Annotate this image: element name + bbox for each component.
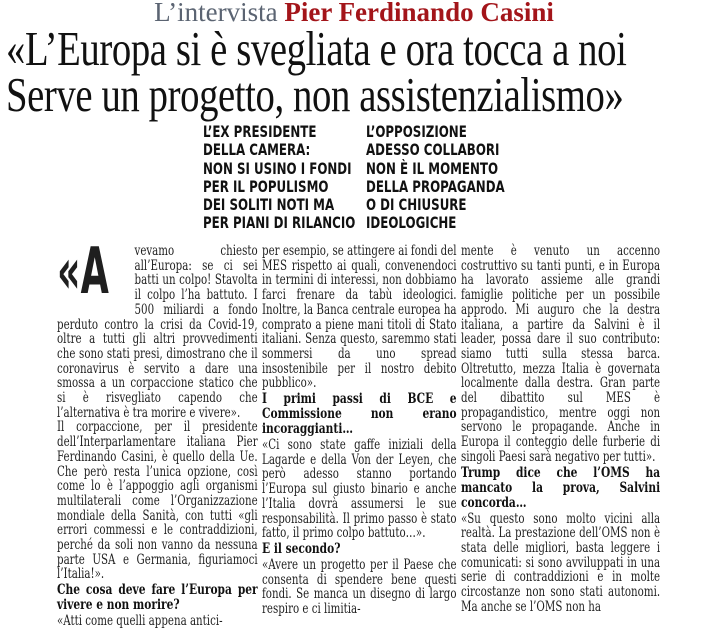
article-column-3 <box>461 244 708 614</box>
headline <box>6 21 627 122</box>
paragraph: «Avere un progetto per il Paese che consenta di spendere bene questi fondi. Se manca un disegno di largo respiro e ci limitia- <box>262 556 457 618</box>
kicker-label: L’intervista <box>154 0 278 27</box>
drop-cap: «A <box>57 235 109 309</box>
paragraph: vevamo chiesto all’Europa: se ci sei batti un colpo! Stavolta il colpo l’ha battuto. I 500 miliardi a fondo perduto contro la crisi da Covid-19, oltre a tutti gli altri provvedimenti che sono stati presi, dimostrano che il coronavirus è servito a dare una smossa a un corpaccione statico che si è risvegliato capendo che l’alternativa è tra morire e vivere». <box>57 243 258 421</box>
interview-question: I primi passi di BCE e Commissione non erano incoraggianti… <box>262 391 457 438</box>
interview-question: Trump dice che l’OMS ha mancato la prova, Salvini concorda… <box>461 464 661 511</box>
paragraph: mente è venuto un accenno costruttivo su tanti punti, e in Europa ha lavorato assieme alle grandi famiglie politiche per un possibile approdo. Mi auguro che la destra italiana, a partire da Salvini è il leader, possa dare il suo contributo: siamo tutti sulla stessa barca. Oltretutto, mezza Italia è governata localmente dalla destra. Gran parte del dibattito sul MES è propagandistico, mentre oggi non servono le propagande. Anche in Europa il conteggio delle furberie di singoli Paesi sarà negativo per tutti». <box>461 243 661 465</box>
summary-line: ADESSO COLLABORI <box>366 140 500 160</box>
summary-line: L’EX PRESIDENTE <box>203 122 317 141</box>
summary-line: DEI SOLITI NOTI MA <box>203 195 335 215</box>
paragraph: per esempio, se attingere ai fondi del MES rispetto ai quali, convenendoci in termini di interessi, non dobbiamo farci frenare da tabù ideologici. Inoltre, la Banca centrale europea ha comprato a piene mani titoli di Stato italiani. Senza questo, saremmo stati sommersi da uno spread insostenibile per il nostro debito pubblico». <box>262 243 457 392</box>
summary-line: O DI CHIUSURE <box>366 195 467 215</box>
paragraph: «Atti come quelli appena antici- <box>57 613 223 629</box>
summary-right <box>366 123 505 233</box>
summary-line: IDEOLOGICHE <box>366 213 457 233</box>
summary-line: PER PIANI DI RILANCIO <box>203 213 356 233</box>
headline-line-2: Serve un progetto, non assistenzialismo» <box>6 67 624 122</box>
paragraph: «Su questo sono molto vicini alla realtà. La prestazione dell’OMS non è stata delle migliori, basta leggere i comunicati: si sono avviluppati in una serie di contraddizioni e in molte circostanze non sono stati autonomi. Ma anche se l’OMS non ha <box>461 510 661 615</box>
summary-line: NON È IL MOMENTO <box>366 158 499 178</box>
kicker-interviewee: Pier Ferdinando Casini <box>284 0 554 27</box>
interview-question: Che cosa deve fare l’Europa per vivere e non morire? <box>57 582 258 614</box>
summary-line: L’OPPOSIZIONE <box>366 122 467 141</box>
summary-line: PER IL POPULISMO <box>203 176 329 196</box>
paragraph: Il corpaccione, per il presidente dell’Interparlamentare italiana Pier Ferdinando Casini, è quello della Ue. Che però resta l’unica opzione, così come lo è l’appoggio agli organismi multilaterali come l’Organizzazione mondiale della Sanità, con tutti «gli errori commessi e le contraddizioni, perché da soli non vanno da nessuna parte USA e Germania, figuriamoci l’Italia!». <box>57 419 258 583</box>
paragraph: «Ci sono state gaffe iniziali della Lagarde e della Von der Leyen, che però adesso stanno portando l’Europa sul giusto binario e anche l’Italia dovrà assumersi le sue responsabilità. Il primo passo è stato fatto, il primo colpo battuto…». <box>262 437 457 542</box>
summary-line: DELLA CAMERA: <box>203 140 311 160</box>
summary-line: NON SI USINO I FONDI <box>203 158 352 178</box>
summary-line: DELLA PROPAGANDA <box>366 176 505 196</box>
interview-question: E il secondo? <box>262 540 341 557</box>
headline-line-1: «L’Europa si è svegliata e ora tocca a noi <box>6 21 627 76</box>
summary-left <box>203 123 355 233</box>
